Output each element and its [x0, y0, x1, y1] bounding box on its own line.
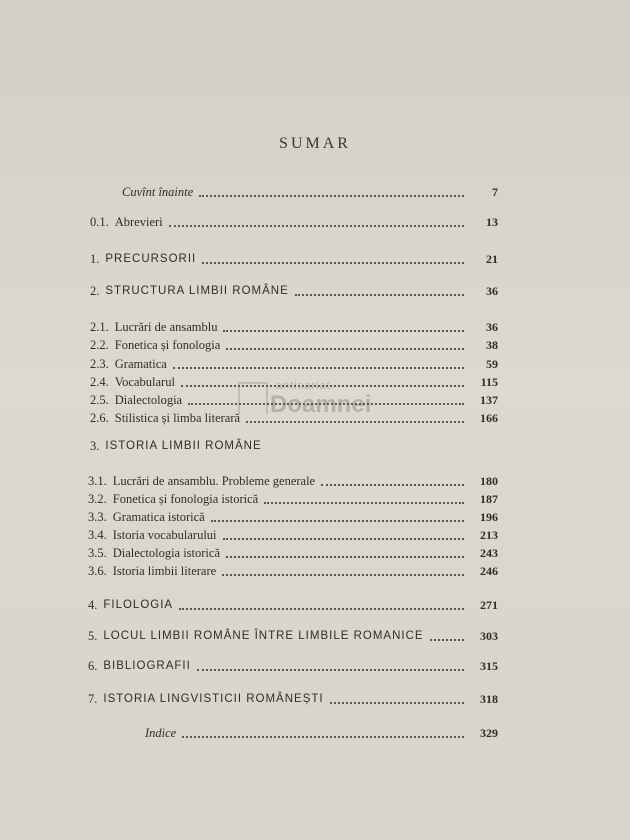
toc-leader-dots [202, 251, 464, 264]
toc-entry-4 [88, 596, 498, 614]
toc-entry-6 [88, 657, 498, 675]
toc-leader-dots [173, 356, 464, 369]
toc-leader-dots [246, 410, 464, 423]
toc-leader-dots [182, 725, 464, 738]
toc-leader-dots [223, 319, 464, 332]
toc-page-number: 196 [480, 510, 498, 524]
toc-entry-number: 1. [90, 252, 100, 266]
toc-page-number: 318 [480, 692, 498, 706]
toc-entry-number: 3.2. [88, 492, 107, 506]
toc-leader-dots [223, 527, 464, 540]
watermark-top-text: anticariat [276, 380, 331, 392]
toc-page-number: 329 [480, 726, 498, 740]
toc-entry-7 [88, 690, 498, 708]
toc-page-number: 59 [486, 357, 498, 371]
toc-page-number: 36 [486, 320, 498, 334]
toc-entry-number: 2.2. [90, 338, 109, 352]
toc-entry-3 [90, 437, 498, 455]
toc-page-number: 271 [480, 598, 498, 612]
toc-page-number: 166 [480, 411, 498, 425]
toc-page-number: 187 [480, 492, 498, 506]
toc-entry-label: STRUCTURA LIMBII ROMÂNE [105, 285, 289, 297]
toc-page-number: 21 [486, 252, 498, 266]
toc-page-number: 36 [486, 284, 498, 298]
toc-leader-dots [226, 545, 464, 558]
toc-entry-number: 3.3. [88, 510, 107, 524]
toc-entry-number: 2.5. [90, 393, 109, 407]
toc-leader-dots [430, 628, 464, 641]
toc-entry-index [145, 724, 498, 742]
toc-entry-2 [90, 282, 498, 300]
toc-entry-label: FILOLOGIA [103, 599, 174, 611]
toc-entry-3-5 [88, 544, 498, 562]
toc-entry-label: Istoria limbii literare [112, 564, 217, 578]
toc-entry-2-4 [90, 373, 498, 391]
toc-entry-label: Abrevieri [114, 215, 163, 229]
toc-entry-2-5 [90, 391, 498, 409]
toc-entry-label: Dialectologia [114, 393, 183, 407]
toc-leader-dots [226, 337, 464, 350]
toc-page-number: 180 [480, 474, 498, 488]
toc-entry-label: Cuvînt înainte [122, 185, 194, 199]
toc-page-number: 137 [480, 393, 498, 407]
toc-entry-label: BIBLIOGRAFII [103, 660, 191, 672]
toc-entry-label: Fonetica și fonologia [114, 338, 221, 352]
toc-entry-label: Gramatica [114, 357, 167, 371]
toc-entry-number: 2.1. [90, 320, 109, 334]
toc-leader-dots [295, 283, 464, 296]
toc-entry-3-1 [88, 472, 498, 490]
toc-entry-number: 2.4. [90, 375, 109, 389]
toc-entry-3-3 [88, 508, 498, 526]
toc-entry-label: Dialectologia istorică [112, 546, 221, 560]
toc-page-number: 38 [486, 338, 498, 352]
toc-entry-number: 4. [88, 598, 98, 612]
toc-page-number: 213 [480, 528, 498, 542]
toc-entry-label: Lucrări de ansamblu [114, 320, 218, 334]
toc-leader-dots [321, 473, 464, 486]
page-title: SUMAR [279, 135, 351, 152]
toc-entry-label: Fonetica și fonologia istorică [112, 492, 259, 506]
toc-page-number: 315 [480, 659, 498, 673]
toc-entry-number: 2.3. [90, 357, 109, 371]
toc-entry-label: PRECURSORII [105, 253, 197, 265]
toc-leader-dots [222, 563, 464, 576]
toc-entry-number: 3. [90, 439, 100, 453]
toc-entry-number: 3.5. [88, 546, 107, 560]
toc-leader-dots [330, 691, 464, 704]
toc-entry-label: Gramatica istorică [112, 510, 205, 524]
toc-entry-1 [90, 250, 498, 268]
toc-leader-dots [197, 658, 464, 671]
toc-entry-label: Indice [145, 726, 177, 740]
toc-leader-dots [188, 392, 464, 405]
toc-entry-3-6 [88, 562, 498, 580]
toc-entry-number: 6. [88, 659, 98, 673]
toc-entry-number: 2.6. [90, 411, 109, 425]
toc-entry-number: 3.6. [88, 564, 107, 578]
toc-leader-dots [199, 184, 464, 197]
toc-entry-number: 3.1. [88, 474, 107, 488]
toc-entry-number: 5. [88, 629, 98, 643]
toc-entry-label: ISTORIA LIMBII ROMÂNE [105, 440, 262, 452]
toc-page-number: 13 [486, 215, 498, 229]
toc-entry-number: 0.1. [90, 215, 109, 229]
toc-entry-2-3 [90, 355, 498, 373]
toc-entry-2-6 [90, 409, 498, 427]
toc-entry-0-1 [90, 213, 498, 231]
toc-entry-label: Stilistica și limba literară [114, 411, 241, 425]
toc-page-number: 303 [480, 629, 498, 643]
toc-entry-label: LOCUL LIMBII ROMÂNE ÎNTRE LIMBILE ROMANICE [103, 630, 424, 642]
toc-entry-label: Vocabularul [114, 375, 175, 389]
toc-page-number: 115 [480, 375, 498, 389]
toc-entry-number: 2. [90, 284, 100, 298]
toc-leader-dots [264, 491, 464, 504]
toc-entry-label: Lucrări de ansamblu. Probleme generale [112, 474, 316, 488]
toc-entry-3-4 [88, 526, 498, 544]
toc-entry-label: ISTORIA LINGVISTICII ROMÂNEȘTI [103, 693, 324, 705]
toc-entry-number: 7. [88, 692, 98, 706]
toc-leader-dots [211, 509, 464, 522]
toc-leader-dots [169, 214, 464, 227]
toc-entry-2-1 [90, 318, 498, 336]
toc-entry-number: 3.4. [88, 528, 107, 542]
toc-page-number: 243 [480, 546, 498, 560]
toc-page-number: 246 [480, 564, 498, 578]
toc-leader-dots [181, 374, 464, 387]
toc-entry-5 [88, 627, 498, 645]
toc-entry-intro [122, 183, 498, 201]
watermark-main-text: Doamnei [270, 391, 372, 418]
toc-entry-3-2 [88, 490, 498, 508]
toc-page-number: 7 [492, 185, 498, 199]
toc-entry-label: Istoria vocabularului [112, 528, 217, 542]
toc-leader-dots [179, 597, 464, 610]
toc-entry-2-2 [90, 336, 498, 354]
